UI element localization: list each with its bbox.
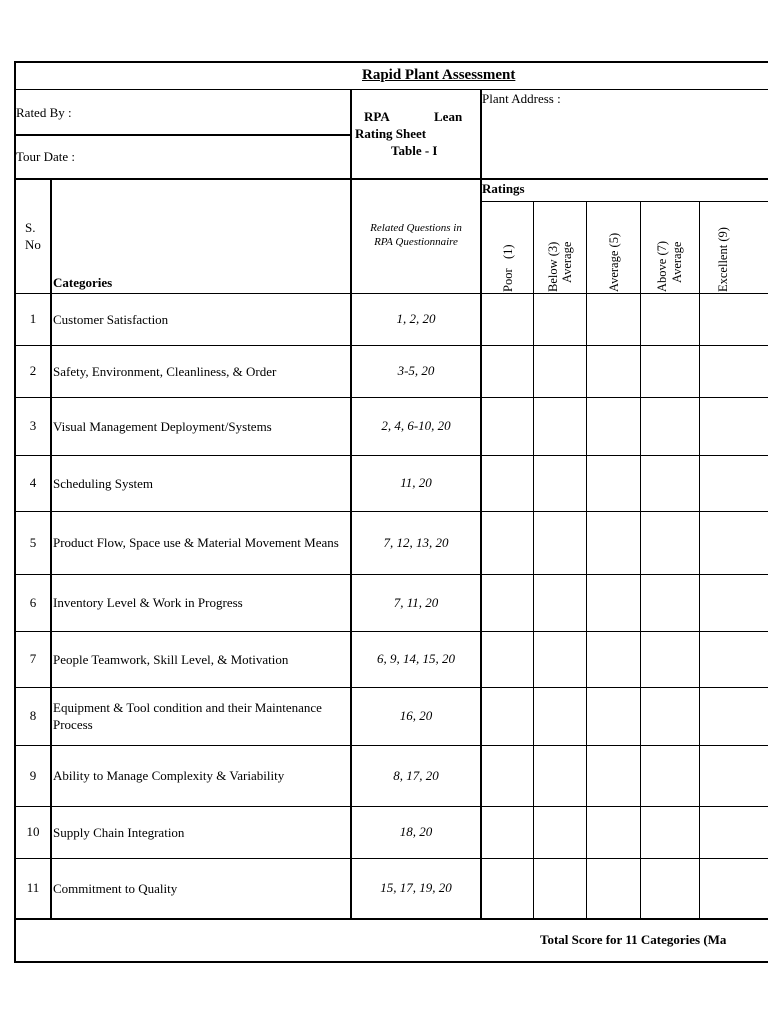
header-bottom-rule bbox=[14, 178, 768, 180]
related-questions: 8, 17, 20 bbox=[393, 767, 439, 783]
rating-above-average-line1: Above (7) bbox=[655, 240, 669, 292]
ratings-header: Ratings bbox=[482, 181, 525, 196]
row-number: 10 bbox=[26, 824, 40, 839]
rating-poor-header bbox=[501, 244, 515, 292]
sheet-type-rating: Rating Sheet bbox=[355, 126, 427, 141]
row-number: 5 bbox=[29, 534, 37, 550]
related-questions-header-line2: RPA Questionnaire bbox=[374, 236, 458, 248]
category-name: Commitment to Quality bbox=[53, 880, 178, 896]
related-questions: 2, 4, 6-10, 20 bbox=[381, 418, 451, 433]
questions-column-rule bbox=[480, 89, 482, 919]
total-score-label: Total Score for 11 Categories (Ma bbox=[540, 932, 727, 947]
rating-poor-value: (1) bbox=[501, 244, 515, 259]
related-questions: 7, 12, 13, 20 bbox=[383, 534, 449, 550]
footer-top-rule bbox=[14, 918, 768, 920]
category-name: Safety, Environment, Cleanliness, & Order bbox=[53, 363, 277, 379]
frame-top bbox=[14, 61, 768, 63]
sno-header-line2: No bbox=[25, 237, 41, 252]
category-name: Inventory Level & Work in Progress bbox=[53, 595, 243, 610]
related-questions: 18, 20 bbox=[399, 824, 433, 839]
related-questions: 7, 11, 20 bbox=[393, 594, 439, 610]
rating-col-rule-4 bbox=[699, 201, 700, 919]
rating-poor-label: Poor bbox=[501, 268, 515, 292]
row-number: 9 bbox=[29, 767, 37, 783]
rating-excellent-header: Excellent (9) bbox=[716, 227, 730, 292]
ratings-rule bbox=[480, 201, 768, 202]
sheet-type-rpa: RPA bbox=[364, 109, 390, 124]
page-title: Rapid Plant Assessment bbox=[362, 67, 516, 83]
related-questions: 11, 20 bbox=[400, 475, 432, 490]
rating-average-header: Average (5) bbox=[607, 232, 621, 292]
related-questions: 16, 20 bbox=[399, 708, 433, 723]
categories-header: Categories bbox=[53, 275, 113, 290]
rated-by-rule bbox=[14, 134, 351, 136]
rating-above-average-line2: Average bbox=[670, 241, 684, 283]
row-number: 3 bbox=[29, 418, 37, 433]
categories-column-rule bbox=[350, 89, 352, 919]
tour-date-label: Tour Date : bbox=[16, 149, 76, 164]
sheet-table-number: Table - I bbox=[391, 143, 438, 158]
plant-address-label: Plant Address : bbox=[482, 91, 561, 106]
rating-col-rule-3 bbox=[640, 201, 641, 919]
row-number: 1 bbox=[29, 311, 37, 326]
rating-below-average-line1: Below (3) bbox=[546, 241, 560, 292]
rated-by-label: Rated By : bbox=[16, 105, 72, 120]
related-questions-header-line1: Related Questions in bbox=[370, 222, 462, 234]
category-name: Visual Management Deployment/Systems bbox=[53, 418, 272, 434]
title-rule bbox=[14, 89, 768, 90]
related-questions: 6, 9, 14, 15, 20 bbox=[377, 651, 455, 666]
row-number: 8 bbox=[29, 708, 37, 723]
related-questions: 3-5, 20 bbox=[397, 363, 435, 378]
category-name: Supply Chain Integration bbox=[53, 824, 185, 840]
sno-header-line1: S. bbox=[25, 220, 36, 235]
row-number: 2 bbox=[29, 363, 37, 378]
rating-below-average-line2: Average bbox=[560, 241, 574, 283]
row-number: 7 bbox=[29, 651, 37, 666]
row-number: 4 bbox=[29, 475, 37, 490]
category-name: Product Flow, Space use & Material Movement Means bbox=[53, 535, 339, 550]
rating-col-rule-1 bbox=[533, 201, 534, 919]
category-name: Scheduling System bbox=[53, 475, 154, 491]
rating-sheet bbox=[14, 61, 768, 963]
category-name: Ability to Manage Complexity & Variability bbox=[53, 768, 285, 783]
related-questions: 15, 17, 19, 20 bbox=[380, 880, 452, 895]
frame-bottom bbox=[14, 961, 768, 963]
sno-column-rule bbox=[50, 178, 52, 919]
category-name: Equipment & Tool condition and their Maintenance Process bbox=[53, 700, 322, 732]
row-number: 6 bbox=[29, 594, 37, 610]
sheet-type-lean: Lean bbox=[434, 109, 463, 124]
category-name: People Teamwork, Skill Level, & Motivation bbox=[53, 651, 289, 667]
category-name: Customer Satisfaction bbox=[53, 311, 169, 327]
row-number: 11 bbox=[26, 880, 40, 895]
rating-col-rule-2 bbox=[586, 201, 587, 919]
related-questions: 1, 2, 20 bbox=[396, 311, 436, 326]
